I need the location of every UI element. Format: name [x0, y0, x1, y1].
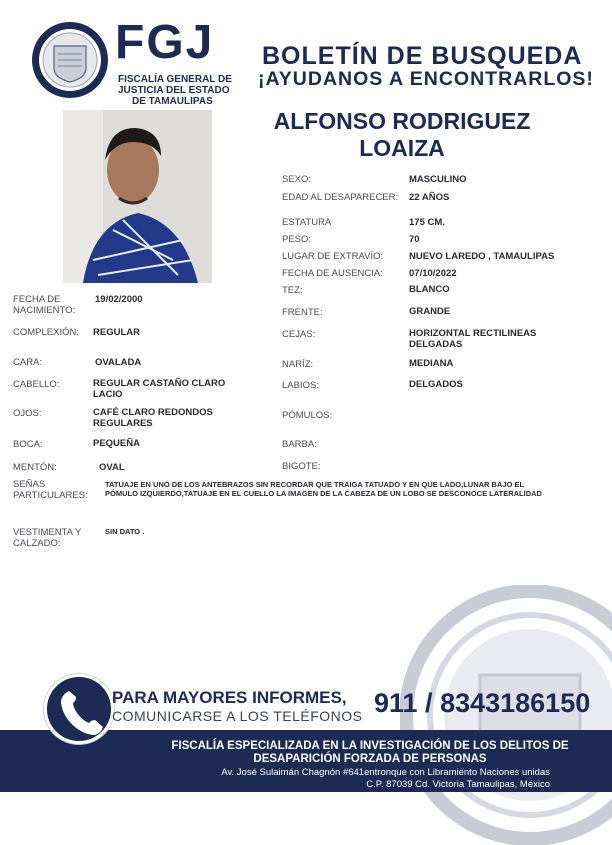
age-label: EDAD AL DESAPARECER:: [282, 192, 399, 203]
nose-label: NARÍZ:: [282, 359, 314, 370]
hair-label: CABELLO:: [13, 379, 60, 390]
complexion-tone-label: TEZ:: [282, 285, 303, 296]
fgj-logo-text: FGJ: [115, 16, 215, 69]
weight-label: PESO:: [282, 234, 312, 245]
build-label: COMPLEXIÓN:: [13, 327, 79, 338]
weight-value: 70: [409, 234, 420, 245]
nose-value: MEDIANA: [409, 358, 454, 369]
eyes-label: OJOS:: [13, 408, 42, 419]
beard-label: BARBA:: [282, 439, 317, 450]
place-label: LUGAR DE EXTRAVÍO:: [282, 251, 384, 262]
forehead-value: GRANDE: [409, 306, 451, 317]
cheekbones-label: PÓMULOS:: [282, 410, 333, 421]
clothing-value: SIN DATO .: [105, 527, 145, 536]
face-value: OVALADA: [95, 357, 142, 368]
agency-address: Av. José Sulaimán Chagnón #641entronque con Libramiento Naciones unidas C.P. 87039 Cd. Victoria Tamaulipas, México: [221, 767, 550, 790]
age-value: 22 AÑOS: [409, 192, 450, 203]
absence-date-value: 07/10/2022: [409, 268, 457, 279]
info-subheading: COMUNICARSE A LOS TELÉFONOS: [112, 708, 363, 724]
sex-label: SEXO:: [282, 174, 312, 185]
birthdate-label: FECHA DE NACIMIENTO:: [13, 294, 76, 316]
distinguishing-marks-label: SEÑAS PARTICULARES:: [13, 479, 88, 501]
hair-value: REGULAR CASTAÑO CLARO LACIO: [93, 378, 226, 400]
complexion-tone-value: BLANCO: [409, 284, 450, 295]
state-seal-logo: [30, 20, 110, 100]
absence-date-label: FECHA DE AUSENCIA:: [282, 268, 383, 279]
chin-label: MENTÓN:: [13, 462, 57, 473]
lips-label: LABIOS:: [282, 380, 319, 391]
mouth-value: PEQUEÑA: [93, 438, 140, 449]
mouth-label: BOCA:: [13, 439, 43, 450]
chin-value: OVAL: [99, 462, 125, 473]
birthdate-value: 19/02/2000: [95, 294, 143, 305]
distinguishing-marks-value: TATUAJE EN UNO DE LOS ANTEBRAZOS SIN RECORDAR QUE TRAIGA TATUADO Y EN QUE LADO,LUNAR BAJO EL PÓMULO IZQUIERDO,TATUAJE EN EL CUELLO LA IMAGEN DE LA CABEZA DE UN LOBO SE DESCONOCE LATERALIDAD: [105, 480, 542, 498]
info-heading: PARA MAYORES INFORMES,: [112, 688, 347, 707]
missing-person-name: ALFONSO RODRIGUEZ LOAIZA: [273, 108, 531, 161]
place-value: NUEVO LAREDO , TAMAULIPAS: [409, 251, 555, 262]
eyes-value: CAFÉ CLARO REDONDOS REGULARES: [93, 407, 213, 429]
bulletin-title: BOLETÍN DE BUSQUEDA: [262, 42, 583, 70]
face-label: CARA:: [13, 357, 43, 368]
bulletin-subtitle: ¡AYUDANOS A ENCONTRARLOS!: [258, 68, 594, 90]
agency-name: FISCALÍA ESPECIALIZADA EN LA INVESTIGACIÓN DE LOS DELITOS DE DESAPARICIÓN FORZADA DE PERSONAS: [171, 740, 569, 765]
missing-person-photo: [63, 110, 212, 283]
eyebrows-value: HORIZONTAL RECTILINEAS DELGADAS: [409, 328, 537, 350]
forehead-label: FRENTE:: [282, 307, 323, 318]
mustache-label: BIGOTE:: [282, 461, 321, 472]
height-value: 175 CM.: [409, 217, 445, 228]
lips-value: DELGADOS: [409, 379, 463, 390]
contact-phone-number[interactable]: 911 / 8343186150: [374, 688, 591, 718]
sex-value: MASCULINO: [409, 174, 467, 185]
build-value: REGULAR: [93, 327, 140, 338]
height-label: ESTATURA: [282, 217, 332, 228]
eyebrows-label: CEJAS:: [282, 329, 316, 340]
organization-name: FISCALÍA GENERAL DE JUSTICIA DEL ESTADO DE TAMAULIPAS: [118, 74, 232, 107]
clothing-label: VESTIMENTA Y CALZADO:: [13, 527, 82, 549]
phone-icon: [44, 674, 114, 744]
